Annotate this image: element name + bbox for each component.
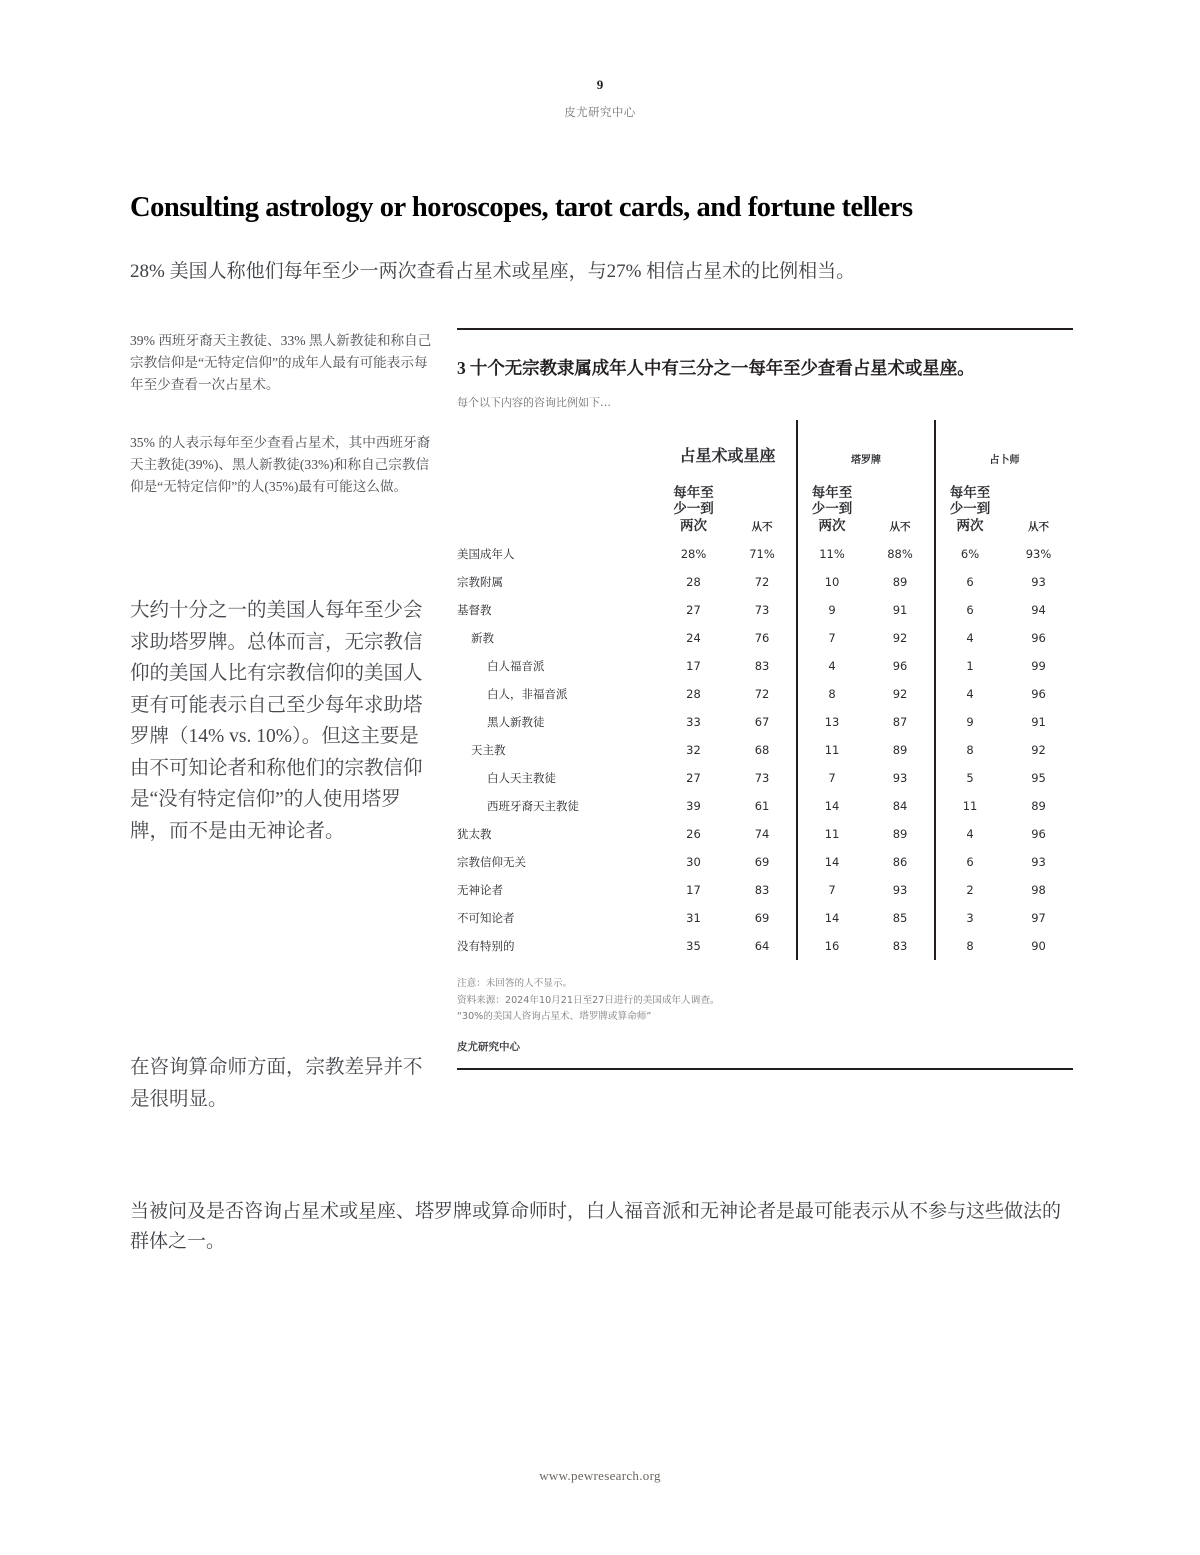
row-value: 96 [1031,687,1046,702]
row-value: 28 [686,575,701,590]
row-label: 白人福音派 [487,659,545,674]
row-value: 4 [935,624,1004,652]
page-footer [0,1468,1200,1484]
row-value: 89 [892,575,908,590]
table-row [457,596,1073,624]
footer-url: www.pewresearch.org [539,1468,661,1483]
row-value: 8 [935,932,1004,960]
row-value: 2 [935,876,1004,904]
figure-top-rule [457,328,1073,330]
row-label: 白人天主教徒 [487,771,556,786]
row-value: 92 [892,687,908,702]
figure-title: 3 十个无宗教隶属成年人中有三分之一每年至少查看占星术或星座。 [457,358,975,378]
table-row [457,820,1073,848]
row-value: 3 [935,904,1004,932]
row-value: 61 [754,799,770,814]
page-title: Consulting astrology or horoscopes, tarot cards, and fortune tellers [130,192,913,224]
row-value: 30 [686,855,701,870]
left-note-2: 35% 的人表示每年至少查看占星术，其中西班牙裔天主教徒(39%)、黑人新教徒(33%)和称自己宗教信仰是“无特定信仰”的人(35%)最有可能这么做。 [130,435,431,495]
row-value: 99 [1031,659,1046,674]
row-value: 28 [686,687,701,702]
row-value: 4 [935,820,1004,848]
row-value: 86 [892,855,908,870]
row-value: 14 [797,848,866,876]
row-value: 76 [754,631,770,646]
row-value: 31 [686,911,701,926]
row-value: 69 [754,855,770,870]
table-row [457,680,1073,708]
figure-note-2: 资料来源：2024年10月21日至27日进行的美国成年人调查。 [457,994,720,1006]
figure-subtitle: 每个以下内容的咨询比例如下… [457,395,611,409]
sub-header-line-2: 少一到 [673,501,714,518]
row-value: 6 [935,596,1004,624]
row-value: 85 [892,911,908,926]
row-value: 72 [754,575,770,590]
row-label: 西班牙裔天主教徒 [487,799,579,814]
row-label-header [457,420,659,466]
sub-header-spacer [457,466,659,540]
row-value: 72 [754,687,770,702]
row-value: 93 [1031,575,1046,590]
row-value: 7 [797,876,866,904]
figure-brand: 皮尤研究中心 [457,1040,520,1053]
row-value: 95 [1031,771,1046,786]
figure-notes [457,976,1073,1026]
row-value: 97 [1031,911,1046,926]
row-value: 89 [892,827,908,842]
row-value: 64 [754,939,770,954]
row-value: 8 [935,736,1004,764]
row-value: 83 [754,883,770,898]
row-value: 71% [749,547,775,562]
row-label: 美国成年人 [457,547,515,562]
figure-note-3: “30%的美国人咨询占星术、塔罗牌或算命师” [457,1011,652,1023]
group-header-fortune-teller: 占卜师 [935,420,1073,466]
row-value: 4 [797,652,866,680]
table-body [457,540,1073,960]
table-row [457,652,1073,680]
row-value: 7 [797,624,866,652]
data-table [457,420,1073,960]
row-value: 87 [892,715,908,730]
sub-header-fortune-often [935,466,1004,540]
row-value: 13 [797,708,866,736]
row-label: 新教 [471,631,494,646]
row-value: 73 [754,771,770,786]
group-header-astrology: 占星术或星座 [679,446,776,466]
sub-header-tarot-often [797,466,866,540]
sub-header-line-1: 每年至 [949,484,991,501]
page-number: 9 [596,77,604,92]
table-row [457,624,1073,652]
closing-paragraph: 当被问及是否咨询占星术或星座、塔罗牌或算命师时，白人福音派和无神论者是最可能表示从不参与这些做法的群体之一。 [130,1201,1062,1253]
row-label: 犹太教 [457,827,492,842]
sub-header-line-2: 少一到 [811,501,853,518]
lead-paragraph: 28% 美国人称他们每年至少一两次查看占星术或星座，与27% 相信占星术的比例相当。 [130,261,856,282]
row-value: 88% [887,547,913,562]
row-value: 11 [935,792,1004,820]
row-value: 1 [935,652,1004,680]
row-value: 14 [797,792,866,820]
sub-header-fortune-never: 从不 [1028,521,1050,534]
sub-header-tarot-never: 从不 [889,521,911,534]
row-value: 6% [935,540,1004,568]
row-value: 69 [754,911,770,926]
row-value: 93 [892,771,908,786]
row-value: 6 [935,848,1004,876]
header-brand: 皮尤研究中心 [564,105,636,120]
row-value: 84 [892,799,908,814]
row-value: 39 [686,799,701,814]
row-label: 宗教附属 [457,575,503,590]
group-header-tarot: 塔罗牌 [797,420,935,466]
row-value: 94 [1031,603,1046,618]
sub-header-astrology-never: 从不 [751,521,773,534]
left-note-3: 大约十分之一的美国人每年至少会求助塔罗牌。总体而言，无宗教信仰的美国人比有宗教信仰的美国人更有可能表示自己至少每年求助塔罗牌（14% vs. 10%）。但这主要是由不可知论者和称他们的宗教信仰是“没有特定信仰”的人使用塔罗牌，而不是由无神论者。 [130,600,423,843]
row-label: 天主教 [471,743,506,758]
row-value: 93 [892,883,908,898]
row-label: 基督教 [457,603,492,618]
row-value: 83 [892,939,908,954]
group-header-row [457,420,1073,466]
table-head [457,420,1073,540]
row-value: 24 [686,631,701,646]
row-label: 不可知论者 [457,911,515,926]
row-label: 无神论者 [457,883,503,898]
page-header [0,78,1200,120]
row-value: 26 [686,827,701,842]
row-value: 10 [797,568,866,596]
row-label: 没有特别的 [457,939,515,954]
figure-bottom-rule [457,1068,1073,1070]
table-row [457,540,1073,568]
row-value: 27 [686,771,701,786]
table-row [457,792,1073,820]
row-value: 27 [686,603,701,618]
table-row [457,764,1073,792]
row-value: 8 [797,680,866,708]
sub-header-line-2: 少一到 [949,501,991,518]
sub-header-line-3: 两次 [956,517,984,534]
row-value: 11% [797,540,866,568]
row-value: 89 [1031,799,1046,814]
row-value: 93% [1025,547,1052,562]
row-value: 14 [797,904,866,932]
row-value: 7 [797,764,866,792]
figure-block [457,328,1073,1070]
sub-header-row [457,466,1073,540]
row-label: 白人，非福音派 [487,687,568,702]
row-value: 28% [680,547,707,562]
table-row [457,708,1073,736]
row-value: 96 [1031,827,1046,842]
left-note-1: 39% 西班牙裔天主教徒、33% 黑人新教徒和称自己宗教信仰是“无特定信仰”的成年人最有可能表示每年至少查看一次占星术。 [130,333,432,393]
sub-header-line-1: 每年至 [811,484,853,501]
table-row [457,568,1073,596]
table-row [457,932,1073,960]
row-value: 17 [686,659,701,674]
row-value: 16 [797,932,866,960]
row-value: 6 [935,568,1004,596]
sub-header-astrology-often [659,466,728,540]
row-value: 35 [686,939,701,954]
row-value: 11 [797,736,866,764]
row-value: 92 [1031,743,1046,758]
row-value: 68 [754,743,770,758]
row-value: 90 [1031,939,1046,954]
row-value: 96 [892,659,908,674]
row-value: 98 [1031,883,1046,898]
table-row [457,736,1073,764]
row-label: 黑人新教徒 [487,715,545,730]
row-value: 9 [797,596,866,624]
row-value: 92 [892,631,908,646]
left-note-4: 在咨询算命师方面，宗教差异并不是很明显。 [130,1057,423,1110]
sub-header-line-3: 两次 [818,517,846,534]
sub-header-line-1: 每年至 [673,484,714,501]
row-value: 93 [1031,855,1046,870]
sub-header-line-3: 两次 [680,517,707,534]
row-value: 5 [935,764,1004,792]
row-value: 17 [686,883,701,898]
row-value: 89 [892,743,908,758]
row-value: 9 [935,708,1004,736]
row-value: 73 [754,603,770,618]
row-value: 4 [935,680,1004,708]
table-row [457,848,1073,876]
row-value: 74 [754,827,770,842]
figure-note-1: 注意：未回答的人不显示。 [457,978,573,990]
row-value: 91 [1031,715,1046,730]
row-value: 91 [892,603,908,618]
row-label: 宗教信仰无关 [457,855,526,870]
row-value: 33 [686,715,701,730]
row-value: 83 [754,659,770,674]
row-value: 96 [1031,631,1046,646]
row-value: 11 [797,820,866,848]
table-row [457,876,1073,904]
row-value: 32 [686,743,701,758]
row-value: 67 [754,715,770,730]
table-row [457,904,1073,932]
